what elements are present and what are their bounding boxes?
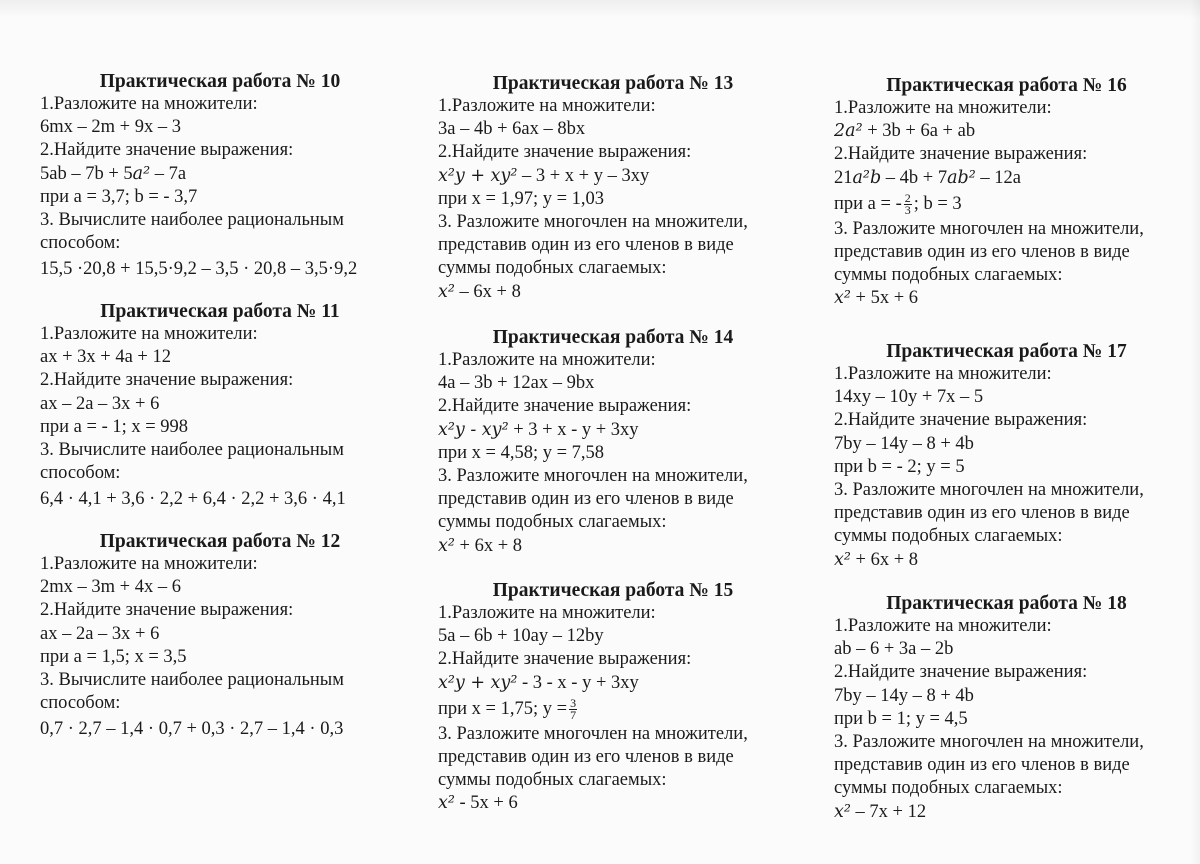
task-2-condition: при x = 1,97; y = 1,03 — [438, 188, 605, 209]
task-2-expression: ax – 2a – 3x + 6 — [40, 393, 160, 414]
work-title: Практическая работа № 14 — [492, 327, 734, 348]
scan-shadow-right — [1190, 0, 1200, 864]
task-3-text-cont: суммы подобных слагаемых: — [438, 770, 667, 791]
task-3-expression: x² - 5x + 6 — [438, 793, 518, 814]
practical-work-16 — [834, 74, 1179, 311]
task-3-expression: x² + 6x + 8 — [438, 535, 523, 556]
task-3-text-cont: представив один из его членов в виде — [834, 242, 1130, 263]
task-1-text: 1.Разложите на множители: — [438, 603, 656, 623]
task-1-expression: 2mx – 3m + 4x – 6 — [40, 577, 181, 598]
task-3-text-cont: суммы подобных слагаемых: — [834, 526, 1063, 547]
task-2-expression: 7by – 14y – 8 + 4b — [834, 433, 974, 454]
task-2-text: 2.Найдите значение выражения: — [834, 144, 1088, 165]
task-2-text: 2.Найдите значение выражения: — [40, 600, 294, 621]
task-3-text-cont: способом: — [40, 463, 121, 484]
work-title: Практическая работа № 18 — [886, 593, 1127, 614]
task-3-text: 3. Вычислите наиболее рациональным — [40, 440, 344, 461]
task-2-expression: 7by – 14y – 8 + 4b — [834, 685, 974, 706]
task-2-condition: при a = 3,7; b = - 3,7 — [40, 186, 198, 207]
task-3-expression: 15,5 ·20,8 + 15,5·9,2 – 3,5 · 20,8 – 3,5·9,2 — [40, 259, 358, 280]
task-3-expression: x² – 6x + 8 — [438, 281, 521, 302]
task-2-condition: при b = 1; y = 4,5 — [834, 708, 968, 729]
practical-work-15 — [438, 579, 788, 816]
work-title: Практическая работа № 17 — [886, 341, 1127, 362]
task-1-expression: 3a – 4b + 6ax – 8bx — [438, 119, 586, 140]
task-2-condition: при x = 1,75; y = $\frac{3}{7}$ — [438, 696, 577, 723]
work-title: Практическая работа № 12 — [99, 531, 341, 552]
task-1-expression: 6mx – 2m + 9x – 3 — [40, 117, 181, 138]
task-2-expression: ax – 2a – 3x + 6 — [40, 623, 160, 644]
task-2-text: 2.Найдите значение выражения: — [438, 649, 692, 670]
task-1-text: 1.Разложите на множители: — [40, 94, 258, 114]
task-2-text: 2.Найдите значение выражения: — [834, 410, 1088, 431]
task-3-text-cont: суммы подобных слагаемых: — [834, 265, 1063, 286]
work-title: Практическая работа № 10 — [99, 71, 341, 92]
task-3-text-cont: представив один из его членов в виде — [438, 235, 734, 256]
task-1-expression: 14xy – 10y + 7x – 5 — [834, 387, 984, 408]
task-2-condition: при x = 4,58; y = 7,58 — [438, 442, 605, 463]
practical-work-10 — [40, 70, 400, 282]
task-3-text-cont: суммы подобных слагаемых: — [438, 258, 667, 279]
task-3-text: 3. Разложите многочлен на множители, — [438, 212, 748, 233]
task-1-text: 1.Разложите на множители: — [834, 364, 1052, 384]
task-1-text: 1.Разложите на множители: — [40, 324, 258, 344]
scan-shadow-top — [0, 0, 1200, 18]
task-2-expression: 5ab – 7b + 5a² – 7a — [40, 163, 187, 184]
work-title: Практическая работа № 15 — [492, 580, 734, 601]
task-3-text: 3. Разложите многочлен на множители, — [438, 466, 748, 487]
task-2-expression: 21a²b – 4b + 7ab² – 12a — [834, 167, 1021, 188]
practical-work-14 — [438, 326, 788, 558]
task-1-expression: 2a² + 3b + 6a + ab — [834, 121, 976, 142]
task-3-text: 3. Вычислите наиболее рациональным — [40, 670, 344, 691]
task-2-condition: при a = - 1; x = 998 — [40, 416, 189, 437]
task-2-text: 2.Найдите значение выражения: — [438, 142, 692, 163]
task-3-text-cont: способом: — [40, 233, 121, 254]
task-2-text: 2.Найдите значение выражения: — [834, 662, 1088, 683]
task-3-text: 3. Вычислите наиболее рациональным — [40, 210, 344, 231]
task-3-expression: x² + 5x + 6 — [834, 288, 919, 309]
task-3-text-cont: представив один из его членов в виде — [438, 747, 734, 768]
task-2-expression: x²y + xy² - 3 - x - y + 3xy — [438, 672, 639, 693]
task-3-text-cont: представив один из его членов в виде — [438, 489, 734, 510]
task-3-text: 3. Разложите многочлен на множители, — [834, 732, 1144, 753]
practical-work-18 — [834, 592, 1179, 824]
task-3-expression: x² – 7x + 12 — [834, 801, 927, 822]
task-2-condition: при a = - $\frac{2}{3}$ ; b = 3 — [834, 191, 962, 218]
task-1-text: 1.Разложите на множители: — [40, 554, 258, 574]
task-1-text: 1.Разложите на множители: — [834, 616, 1052, 636]
task-2-condition: при b = - 2; y = 5 — [834, 456, 965, 477]
fraction: $\frac{2}{3}$ — [904, 191, 911, 218]
task-1-text: 1.Разложите на множители: — [438, 96, 656, 116]
task-3-text-cont: суммы подобных слагаемых: — [438, 512, 667, 533]
task-2-text: 2.Найдите значение выражения: — [40, 140, 294, 161]
task-3-expression: x² + 6x + 8 — [834, 549, 919, 570]
task-1-text: 1.Разложите на множители: — [438, 350, 656, 370]
task-3-text-cont: способом: — [40, 693, 121, 714]
task-3-expression: 6,4 · 4,1 + 3,6 · 2,2 + 6,4 · 2,2 + 3,6 · 4,1 — [40, 489, 346, 510]
task-3-text-cont: представив один из его членов в виде — [834, 503, 1130, 524]
work-title: Практическая работа № 13 — [492, 73, 734, 94]
practical-work-12 — [40, 530, 400, 742]
practical-work-17 — [834, 340, 1179, 572]
task-2-expression: x²y + xy² – 3 + x + y – 3xy — [438, 165, 650, 186]
task-2-text: 2.Найдите значение выражения: — [40, 370, 294, 391]
work-title: Практическая работа № 16 — [886, 75, 1127, 96]
task-3-text: 3. Разложите многочлен на множители, — [438, 723, 748, 744]
task-3-text-cont: суммы подобных слагаемых: — [834, 778, 1063, 799]
task-1-expression: ab – 6 + 3a – 2b — [834, 639, 954, 660]
practical-work-11 — [40, 300, 400, 512]
task-3-text: 3. Разложите многочлен на множители, — [834, 218, 1144, 239]
task-2-expression: x²y - xy² + 3 + x - y + 3xy — [438, 419, 639, 440]
work-title: Практическая работа № 11 — [100, 301, 340, 322]
task-1-expression: ax + 3x + 4a + 12 — [40, 347, 171, 368]
task-1-expression: 5a – 6b + 10ay – 12by — [438, 626, 604, 647]
fraction: $\frac{3}{7}$ — [570, 696, 577, 723]
task-3-text: 3. Разложите многочлен на множители, — [834, 480, 1144, 501]
task-1-expression: 4a – 3b + 12ax – 9bx — [438, 373, 595, 394]
task-2-text: 2.Найдите значение выражения: — [438, 396, 692, 417]
task-3-expression: 0,7 · 2,7 – 1,4 · 0,7 + 0,3 · 2,7 – 1,4 · 0,3 — [40, 719, 344, 740]
task-2-condition: при a = 1,5; x = 3,5 — [40, 646, 187, 667]
task-1-text: 1.Разложите на множители: — [834, 98, 1052, 118]
practical-work-13 — [438, 72, 788, 304]
task-3-text-cont: представив один из его членов в виде — [834, 755, 1130, 776]
